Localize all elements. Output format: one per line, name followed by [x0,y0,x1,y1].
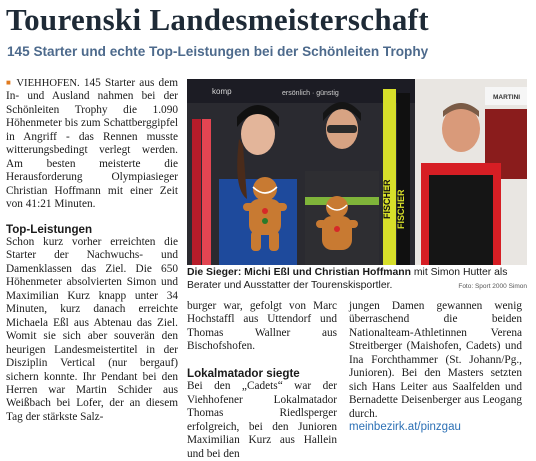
section-1-text: Schon kurz vorher erreichten die Starter der Nachwuchs- und Damenklassen das Ziel. Die 650 Höhenmeter absolvierten Simon und Maximilian Kurz knapp unter 34 Minuten, kurz danach erreichte Michaela Eßl aus Abtenau das Ziel. Womit sie sich aber souverän den heurigen Landesmeistertitel in der Disziplin Vertical (nur bergauf) sichern konnte. Ihr Pendant bei den Herren war Martin Schider aus Weißbach bei Lofer, der an diesem Tag der stärkste Salz- [6,235,178,423]
column-2 [187,300,337,461]
source-link[interactable]: meinbezirk.at/pinzgau [349,421,461,434]
column-1 [6,76,178,424]
square-marker-icon: ■ [6,78,13,87]
subheadline: 145 Starter und echte Top-Leistungen bei der Schönleiten Trophy [7,44,429,59]
banner-text-left: komp [212,87,232,96]
intro-text: 145 Starter aus dem In- und Ausland nahmen bei der Schönleiten Trophy die 1.090 Höhenmeter bis zum Schattberggipfel in Angriff - das Rennen musste witterungsbedingt verlegt werden. Am besten meisterte die Herausforderung Olympiasieger Christian Hoffmann mit einer Zeit von 41:21 Minuten. [6,77,179,211]
column-2-text: burger war, gefolgt von Marc Hochstaffl aus Uttendorf und Thomas Wallner aus Bischofshofen. [187,300,337,353]
column-3-text: jungen Damen gewannen wenig überraschend die beiden Nationalteam-Athletinnen Verena Streitberger (Maishofen, Cadets) und Ina Forchthammer (St. Johann/Pg., Junioren). Bei den Masters setzten sich Hans Leiter aus Saalfelden und Bernadette Deisenberger aus Leogang durch. [349,300,522,420]
caption-bold: Die Sieger: Michi Eßl und Christian Hoffmann [187,267,411,278]
ski-brand-right: FISCHER [396,189,406,229]
section-heading-lokalmatador: Lokalmatador siegte [187,366,300,380]
column-3 [349,300,522,435]
intro-paragraph [6,76,178,212]
ski-brand-left: FISCHER [382,179,392,219]
winners-photo-illustration [187,79,527,265]
dateline: VIEHHOFEN. [16,78,80,89]
headline: Tourenski Landesmeisterschaft [6,2,429,37]
fischer-skis [382,89,410,265]
caption-rest: mit Simon Hutter als Berater und Ausstatter der Tourenskisportler. [187,267,508,291]
photo-credit: Foto: Sport 2000 Simon [458,283,527,290]
banner-text-mid: ersönlich · günstig [282,90,339,97]
section-heading-top-leistungen: Top-Leistungen [6,222,93,236]
column-2-text-2: Bei den „Cadets“ war der Viehhofener Lokalmatador Thomas Riedlsperger erfolgreich, bei den Junioren Maximilian Kurz aus Hallein und bei den [187,380,337,460]
winners-photo [187,79,527,265]
banner-text-right: MARTINI [493,94,521,101]
